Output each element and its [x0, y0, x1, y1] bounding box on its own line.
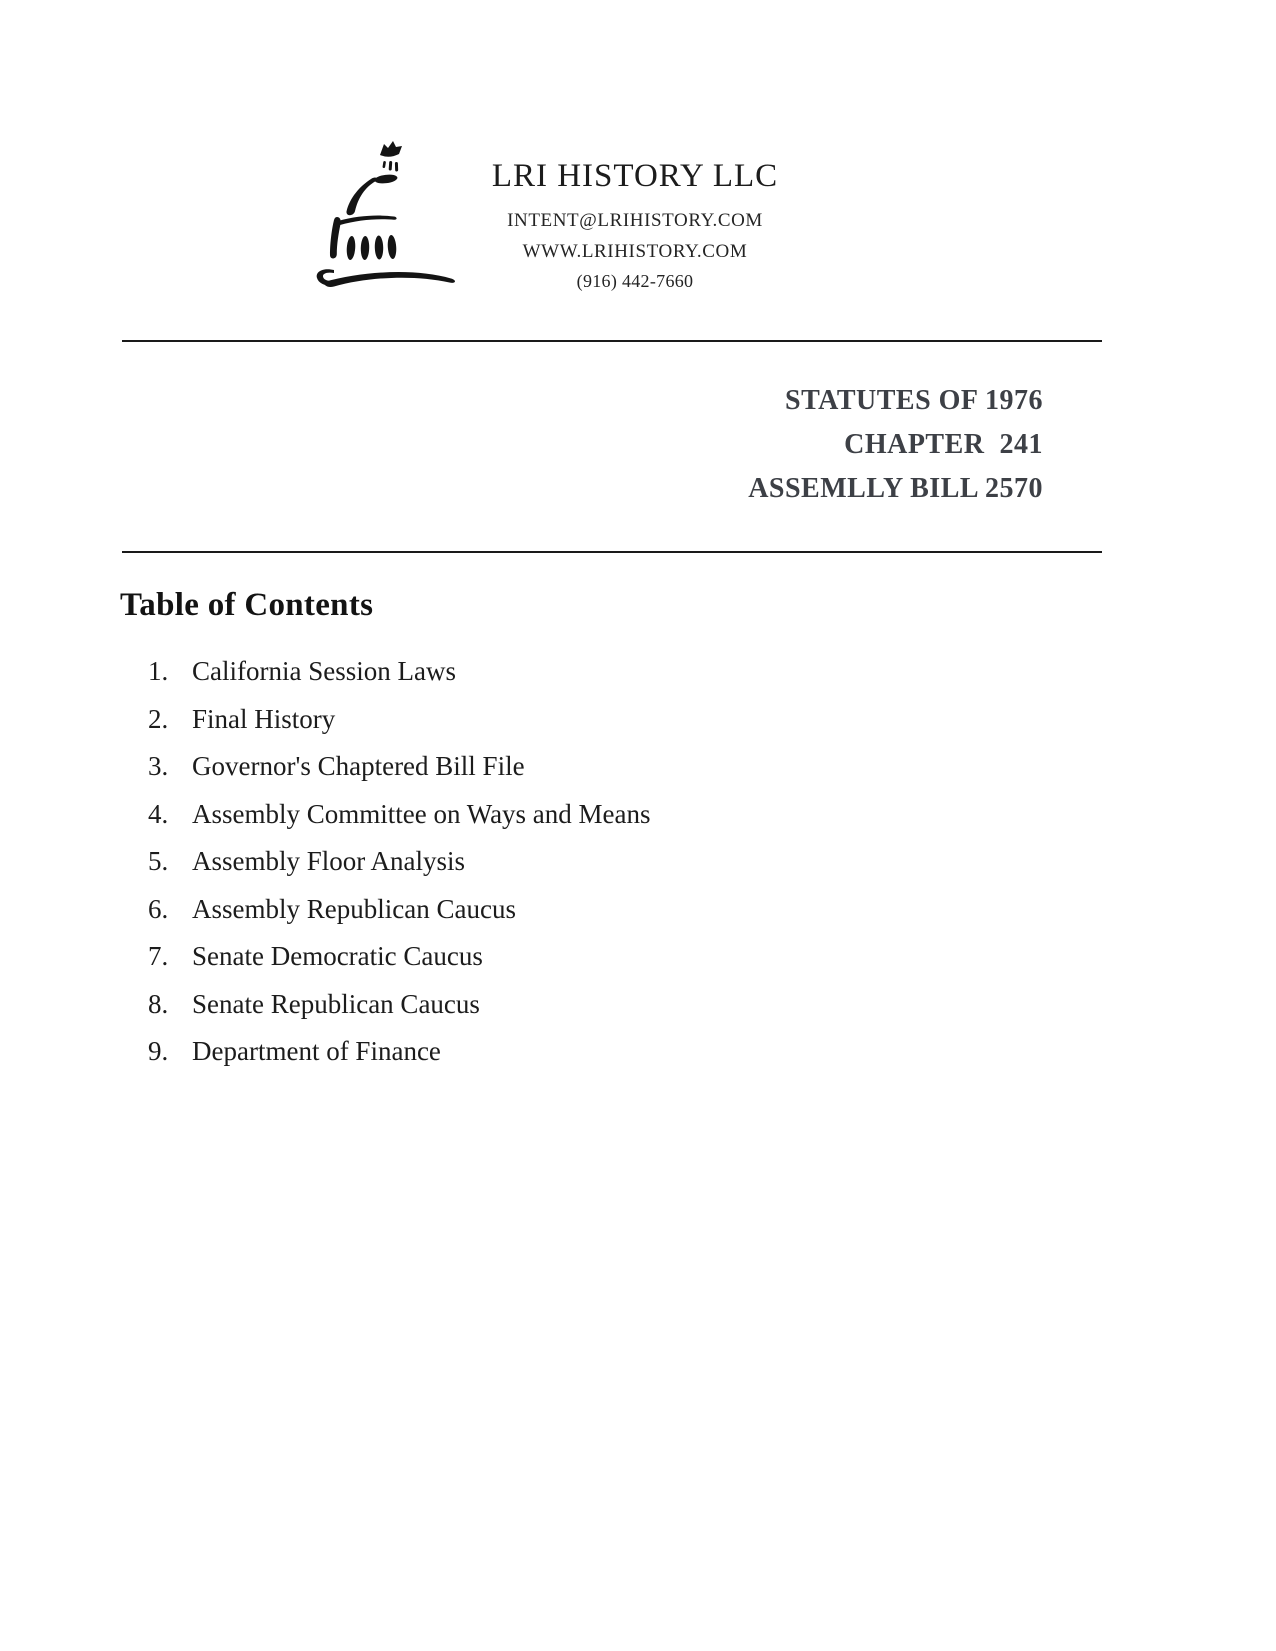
toc-item-number: 5.: [148, 846, 169, 876]
toc-item-label: Senate Democratic Caucus: [192, 941, 483, 971]
toc-item: [148, 942, 1048, 970]
statute-line-bill: ASSEMLLY BILL 2570: [748, 473, 1043, 504]
divider-top: [122, 340, 1102, 342]
capitol-dome-logo-icon: [288, 118, 463, 293]
toc-item: [148, 752, 1048, 780]
toc-item-label: Assembly Committee on Ways and Means: [192, 798, 651, 829]
toc-item: [148, 1037, 1048, 1065]
toc-item-number: 6.: [148, 893, 169, 924]
toc-item-label: Assembly Republican Caucus: [192, 893, 516, 924]
toc-item: [148, 990, 1048, 1018]
toc-item-number: 8.: [148, 988, 169, 1019]
statute-line-chapter: CHAPTER 241: [844, 429, 1043, 460]
divider-bottom: [122, 551, 1102, 553]
toc-item: [148, 800, 1048, 828]
contact-phone: (916) 442-7660: [576, 271, 694, 291]
toc-item-label: Governor's Chaptered Bill File: [192, 751, 525, 781]
toc-item-label: Final History: [192, 703, 336, 734]
toc-list: [148, 657, 1048, 1085]
toc-item: [148, 657, 1048, 685]
toc-item: [148, 705, 1048, 733]
toc-item-number: 3.: [148, 751, 169, 781]
toc-item-label: Department of Finance: [192, 1036, 441, 1066]
toc-item-label: California Session Laws: [192, 656, 456, 686]
toc-item: [148, 847, 1048, 875]
toc-item-number: 7.: [148, 941, 169, 971]
toc-item-number: 2.: [148, 703, 169, 734]
contact-website: WWW.LRIHISTORY.COM: [522, 241, 748, 262]
letterhead: [448, 156, 822, 296]
toc-item-number: 4.: [148, 798, 169, 829]
toc-item-label: Senate Republican Caucus: [192, 988, 480, 1019]
company-name: LRI HISTORY LLC: [491, 158, 779, 194]
toc-item: [148, 895, 1048, 923]
toc-item-number: 9.: [148, 1036, 169, 1066]
toc-item-label: Assembly Floor Analysis: [192, 846, 466, 876]
statute-heading: [748, 379, 1043, 511]
contact-email: INTENT@LRIHISTORY.COM: [507, 210, 763, 231]
statute-line-statutes: STATUTES OF 1976: [785, 385, 1043, 416]
toc-item-number: 1.: [148, 656, 169, 686]
toc-heading: Table of Contents: [120, 587, 374, 623]
